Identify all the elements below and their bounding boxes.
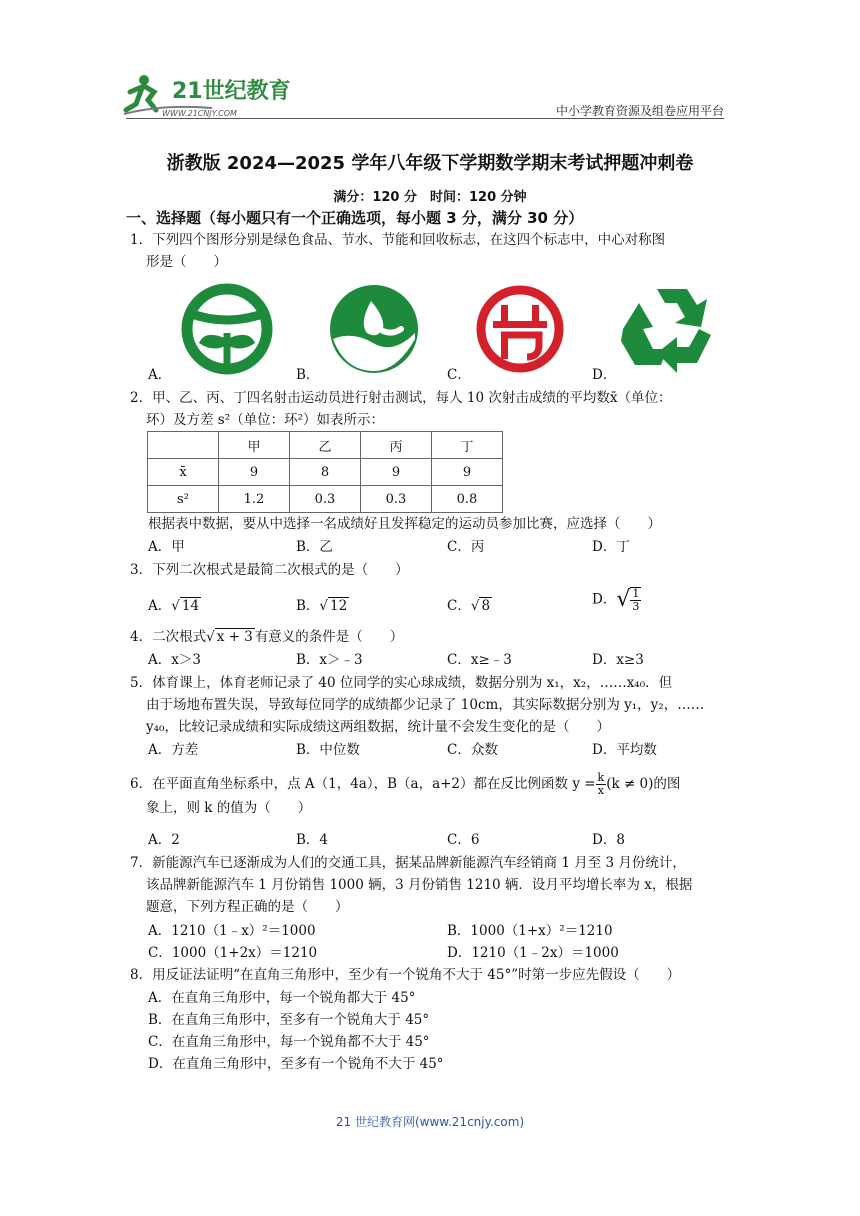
q2-option-a: A．甲: [148, 539, 185, 555]
table-cell: 甲: [219, 432, 290, 459]
q7-line1: 7．新能源汽车已逐渐成为人们的交通工具，据某品牌新能源汽车经销商 1 月至 3 月份统计，: [130, 855, 686, 871]
q2-line1: 2．甲、乙、丙、丁四名射击运动员进行射击测试，每人 10 次射击成绩的平均数x̄（单位：: [130, 390, 672, 406]
q2-option-b: B．乙: [296, 539, 333, 555]
q1-option-b: B．: [296, 367, 320, 383]
green-food-logo-icon: [175, 283, 279, 375]
header-divider: [126, 118, 724, 119]
q2-line2: 环）及方差 s²（单位：环²）如表所示：: [146, 412, 385, 428]
q3-option-d: D．√ $\frac{1}{3}$: [592, 587, 640, 613]
section-heading: 一、选择题（每小题只有一个正确选项，每小题 3 分，满分 30 分）: [126, 209, 584, 227]
q1-line2: 形是（ ）: [146, 254, 227, 270]
table-cell: 9: [361, 459, 432, 486]
radicand: x + 3: [216, 629, 253, 645]
table-cell: 1.2: [219, 486, 290, 513]
q7-option-b: B．1000（1+x）²＝1210: [447, 923, 613, 939]
question-6: [130, 772, 734, 819]
q8-option-d: D．在直角三角形中，至多有一个锐角不大于 45°: [148, 1056, 444, 1072]
table-row: [148, 459, 503, 486]
recycle-logo-icon: [617, 283, 715, 375]
table-row: [148, 486, 503, 513]
q2-data-table: [147, 431, 503, 513]
q4-option-c: C．x≥﹣3: [447, 652, 512, 668]
fraction-numerator: k: [597, 771, 605, 784]
q5-line2: 由于场地布置失误，导致每位同学的成绩都少记录了 10cm，其实际数据分别为 y₁，y₂，……: [146, 697, 705, 713]
q2-line3: 根据表中数据，要从中选择一名成绩好且发挥稳定的运动员参加比赛，应选择（ ）: [148, 516, 661, 532]
table-cell: 丁: [432, 432, 503, 459]
q7-option-d: D．1210（1﹣2x）＝1000: [447, 945, 619, 961]
question-4: 4．二次根式√ x + 3 有意义的条件是（ ）: [130, 629, 404, 645]
q5-option-c: C．众数: [447, 742, 498, 758]
q6-option-c: C．6: [447, 832, 480, 848]
q7-option-a: A．1210（1﹣x）²＝1000: [148, 923, 316, 939]
q3-line1: 3．下列二次根式是最简二次根式的是（ ）: [130, 562, 409, 578]
q8-options: [148, 987, 738, 1075]
q2-option-c: C．丙: [447, 539, 485, 555]
q4-option-b: B．x＞﹣3: [296, 652, 363, 668]
fraction-denominator: x: [597, 784, 604, 797]
question-5: [130, 672, 734, 738]
table-cell: [148, 432, 219, 459]
q3-option-c: C．√ 8: [447, 598, 491, 614]
table-cell: 0.3: [361, 486, 432, 513]
water-saving-logo-icon: [327, 283, 421, 375]
q4-option-a: A．x＞3: [148, 652, 201, 668]
fraction-denominator: 3: [632, 600, 640, 613]
table-row: [148, 432, 503, 459]
q7-line3: 题意，下列方程正确的是（ ）: [146, 899, 349, 915]
table-cell: 9: [219, 459, 290, 486]
question-7: [130, 852, 734, 918]
radicand: 14: [181, 598, 200, 614]
q7-line2: 该品牌新能源汽车 1 月份销售 1000 辆，3 月份销售 1210 辆．设月平均增长率为 x，根据: [146, 877, 693, 893]
brand-url: WWW.21CNJY.COM: [162, 109, 237, 118]
table-cell: 0.8: [432, 486, 503, 513]
score-time-line: 满分：120 分 时间：120 分钟: [333, 190, 527, 205]
q1-line1: 1．下列四个图形分别是绿色食品、节水、节能和回收标志，在这四个标志中，中心对称图: [130, 232, 666, 248]
q6-line1: 6．在平面直角坐标系中，点 A（1，4a），B（a，a+2）都在反比例函数 y = $\frac{k}{x}$ (k ≠ 0)的图: [130, 771, 681, 797]
q5-line1: 5．体育课上，体育老师记录了 40 位同学的实心球成绩，数据分别为 x₁，x₂，……x₄₀．但: [130, 675, 673, 691]
radicand: 12: [330, 598, 348, 614]
table-cell: 9: [432, 459, 503, 486]
question-1: [130, 229, 734, 273]
q6-option-d: D．8: [592, 832, 625, 848]
brand-name: 21世纪教育: [172, 79, 291, 104]
q8-option-a: A．在直角三角形中，每一个锐角都大于 45°: [148, 990, 416, 1006]
table-cell: 丙: [361, 432, 432, 459]
table-cell: 乙: [290, 432, 361, 459]
q5-option-a: A．方差: [148, 742, 199, 758]
q5-line3: y₄₀，比较记录成绩和实际成绩这两组数据，统计量不会发生变化的是（ ）: [146, 719, 610, 735]
q8-line1: 8．用反证法证明“在直角三角形中，至少有一个锐角不大于 45°”时第一步应先假设（ ）: [130, 967, 681, 983]
q6-line2: 象上，则 k 的值为（ ）: [146, 800, 312, 816]
table-cell: s²: [148, 486, 219, 513]
q6-option-a: A．2: [148, 832, 180, 848]
q2-option-d: D．丁: [592, 539, 630, 555]
platform-tagline: 中小学教育资源及组卷应用平台: [555, 104, 724, 118]
table-cell: x̄: [148, 459, 219, 486]
q1-option-a: A．: [148, 367, 172, 383]
table-cell: 0.3: [290, 486, 361, 513]
page-title: 浙教版 2024—2025 学年八年级下学期数学期末考试押题冲刺卷: [166, 153, 694, 174]
q3-option-b: B．√ 12: [296, 598, 348, 614]
q1-option-c: C．: [447, 367, 471, 383]
q7-option-c: C．1000（1+2x）＝1210: [148, 945, 318, 961]
q4-option-d: D．x≥3: [592, 652, 644, 668]
radicand: 8: [481, 598, 491, 614]
energy-saving-logo-icon: [473, 283, 567, 375]
q3-option-a: A．√ 14: [148, 598, 200, 614]
q8-option-c: C．在直角三角形中，每一个锐角都不大于 45°: [148, 1034, 430, 1050]
q1-option-d: D．: [592, 367, 617, 383]
fraction-numerator: 1: [632, 587, 640, 600]
q5-option-b: B．中位数: [296, 742, 360, 758]
page-footer[interactable]: 21 世纪教育网(www.21cnjy.com): [335, 1115, 525, 1129]
q6-option-b: B．4: [296, 832, 329, 848]
table-cell: 8: [290, 459, 361, 486]
brand-logo: [122, 70, 292, 120]
q8-option-b: B．在直角三角形中，至多有一个锐角大于 45°: [148, 1012, 430, 1028]
question-2: [130, 387, 734, 431]
q5-option-d: D．平均数: [592, 742, 657, 758]
